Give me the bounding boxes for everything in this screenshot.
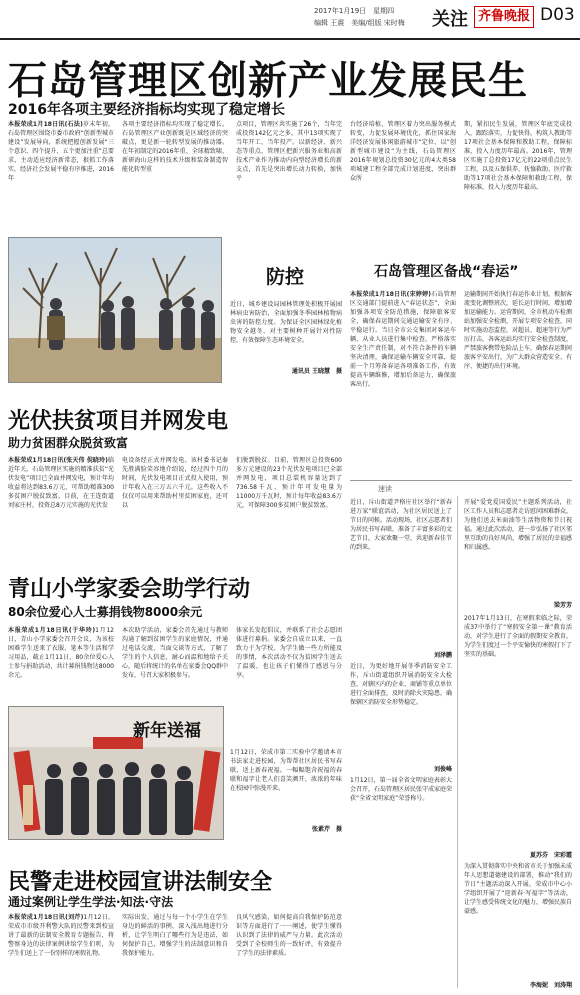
chunyun-dateline: 本报荣成1月18日讯(宋婷婷) [350, 291, 432, 298]
issue-date: 2017年1月19日 星期四 [314, 7, 395, 15]
chunyun-headline: 石岛管理区备战“春运” [374, 264, 519, 280]
newspaper-logo: 齐鲁晚报 [474, 6, 534, 28]
photo-tree-pest-control [8, 237, 222, 383]
brief-item-4-byline: 梁芳芳 [553, 602, 572, 609]
qingshan-headline: 青山小学家委会助学行动 [8, 577, 251, 602]
police-headline: 民警走进校园宣讲法制安全 [8, 870, 273, 895]
photo2-caption-title: 新年送福 [133, 721, 201, 741]
qingshan-column-2: 本次助学活动，家委会首先通过与教师沟通了解到贫困学生的家庭情况，并通过电话交流、当面交谈等方式，了解了学生的个人信息，耐心而温和地给予关心，随后将统计的名单在家委会QQ群中发布，号召大家积极参与。 [122, 627, 228, 679]
qingshan-dateline: 本报荣成1月18日讯(于华玲) [8, 627, 96, 634]
qingshan-column-3: 体家长发起倡议，并联系了社会志愿团体进行募捐。家委会自成立以来，一直致力于为学校、为学生做一些力所能及的事情，本次活动不仅为贫困学生送去了温暖，也让孩子们懂得了感恩与分享。 [236, 627, 342, 679]
lead-dateline: 本报荣成1月18日讯(石法) [8, 121, 83, 128]
photo-caption-byline: 通讯员 王晓慧 摄 [291, 368, 342, 375]
pv-column-3: 们脱到脱贫。目前，管理区总投资600多万元建设的23个光伏发电项目已全部并网发电，项目总装机容量达到了736.58千瓦，预计年可发电量为11000万千瓦时，预计每年收益83.6万元，可保障300多贫困户脱贫致富。 [236, 457, 342, 509]
brief-tag: 速读 [378, 485, 392, 493]
police-column-1: 本报荣成1月18日讯(刘芹)1月12日，荣成市市级开利警大队的民警来到校宣讲了最新的法制安全教育专题报告，将警察身边的法律案例讲给学生们听，为学生们送上了一份别样的寒假礼物。 [8, 914, 114, 957]
lead-column-2: 各项主要经济指标均实现了稳定增长。石岛管理区产业创新既是区域经济的突破点，更是新一轮转型发展的推动器。在年初制定的2016年重、全球精致啸、新研海山这样的技术升级和装备制造智能化转型重 [122, 121, 228, 173]
page-number: D03 [540, 5, 575, 25]
qingshan-column-1: 本报荣成1月18日讯(于华玲)1月12日，青山小学家委会召开会议，为该校困难学生送来了衣服、笔本等生活和学习用品，截止1月11日，80余位爱心人士参与捐助活动，共计募捐钱物达8000余元。 [8, 627, 114, 679]
pv-column-2: 电设备经正式并网发电。该村委书记秦先胜满脸笑容地介绍说，经过四个月的时间，光伏发电项目正式投入使用，预计年收入在三万五六千元。这些收入不仅仅可以用来帮助村里贫困家庭，还可以 [122, 457, 228, 509]
photo2-caption-byline: 张素芹 摄 [311, 826, 342, 833]
brief-divider [350, 480, 572, 481]
police-subheadline: 通过案例让学生学法·知法·守法 [8, 895, 174, 909]
photo-tree-pest-control-image [9, 238, 222, 383]
lead-headline: 石岛管理区创新产业发展民生 [8, 59, 529, 104]
police-dateline: 本报荣成1月18日讯(刘芹) [8, 914, 84, 921]
brief-item-2-byline: 刘俊峰 [433, 766, 452, 773]
photo-caption-body: 近日，城乡建设局园林管理处积极开展园林病虫害防治，全面加强冬季园林植物病虫害的防控力度。为保证全区园林绿化植物安全越冬，对主要树种开展针对性防控，有效保障生态环境安全。 [230, 301, 342, 344]
section-title: 关注 [432, 9, 468, 30]
editor-credits: 编辑 王震 美编/组版 宋时梅 [314, 19, 405, 27]
lead-column-5: 期，紧扣民生发展，管理区年底完成投入，跟踪落实，力促快得，构筑人教助等17项社会基本保障和教助工程，保障标准，投入力度历年最高。2016年，管理区实施了总投资17亿元的22项重点民生工程，以及五保供养、抚恤救助、医疗救助等17项社会基本保障和救助工程，保障标准，投入力度历年最高。 [464, 121, 572, 191]
lead-column-1: 本报荣成1月18日讯(石法)岁末年初，石岛管理区围绕市委市政府“创新型城市建设”发展导向，系统把握创新发展“三个意识、四个提升、五个更加注重”总要求，主动适应经济新常态，狠抓工作落实，经济社会发展平稳有序推进，2016年 [8, 121, 114, 182]
police-column-2: 实际出发，通过与每一个小学生在学生身边的鲜活的事例，深入浅出地进行分析，让学生明白了哪些行为是违法，如何保护自己，增强学生的法制意识和自我保护能力。 [122, 914, 228, 957]
brief-item-1-byline: 刘泽鹏 [433, 652, 452, 659]
lead-column-4: 台经济培植，管理区着力突出服务模式转变，力促发展环境优化，抓住国家海洋经济发展体闲旅游城市“定位、以”创新型城市建设“为主线，石岛管理区2016年规划总投资30亿元的4大类58项城建工程全部完成计划进度，突出群众所 [350, 121, 456, 182]
brief-item-3: 1月12日，第一届全省文明家庭表彰大会召开，石岛管理区居民张守成家庭荣获“全省文明家庭”荣誉称号。 [350, 777, 452, 802]
page-header [0, 0, 580, 40]
brief-item-5-byline: 夏苏芬 宋彩霞 [529, 852, 572, 859]
lead-column-3: 点项目，管理区共实施了26个，当年完成投资142亿元之多，其中13项实现了当年开工、当年投产。以新经济、新兴态等重点，管理区把新兴服务业和高新技术产业作为推动内向型经济增长的新支点，首先是突出增长动力转换，加快平 [236, 121, 342, 182]
brief-column-rule [457, 496, 458, 988]
chunyun-column-2: 运输期间开始执行春运作业计划，根据客流变化调整班次，延长运行时间，增加增加运输能力。运营期间，全市机动车检测站加强安全检测，开展专项安全检查，同时实施动态监控，对超员、超速等行为严厉打击，各客运站均实行安全检查制度，严禁旅客携带危险品上车，确保春运期间旅客平安出行，为广大群众营造安全、有序、便捷的出行环境。 [464, 291, 572, 370]
brief-item-1: 近日，斥山街道尹格庄社区举行“新春进万家”联谊活动，为社区居民送上了节日的问候。活动现场，社区志愿者们为居民书写春联，准备了丰富多彩的文艺节目，大家欢聚一堂，共迎新春佳节的到来。 [350, 499, 452, 551]
police-column-3: 良风气感染，如何提高自我保护防范意识等方面进行了一一阐述，使学生懂得认识到了法律的威严与力量。此次活动受到了全校师生的一致好评，有效提升了学生的法律素质。 [236, 914, 342, 957]
pv-headline: 光伏扶贫项目并网发电 [8, 409, 229, 434]
pv-subheadline: 助力贫困群众脱贫致富 [8, 436, 129, 450]
brief-item-6: 为深入贯彻落实中央和省市关于加强未成年人思想道德建设的部署，推动“我们的节日”主题活动深入开展，荣成市中心小学组织开展了“迎新春·写福字”等活动，让学生感受传统文化的魅力，增强民族自豪感。 [464, 863, 572, 915]
photo-caption-title: 防控 [266, 266, 305, 288]
brief-item-2: 近日，为更好地开展冬季消防安全工作，斥山街道组织开展消防安全大检查，对辖区内的企业、商铺等重点单位进行全面排查，及时消除火灾隐患，确保辖区消防安全形势稳定。 [350, 663, 452, 706]
pv-column-1: 本报荣成1月18日讯(张天伟 倪晓玲)临近年关，石岛管理区实施的精准扶贫“光伏发电”项目已全面并网发电，预计年均收益将达到83.6万元，可帮助精准300多贫困户脱贫致富。目前，在王连街道刘家庄村，投资总8万元实施的光伏发 [8, 457, 114, 509]
brief-item-5: 2017年1月13日，在寒假来临之际，荣成37中举行了“寒假安全第一课”教育活动，对学生进行了全面的假期安全教育，为学生们度过一个平安愉快的寒假打下了坚实的基础。 [464, 615, 572, 658]
lead-subheadline: 2016年各项主要经济指标均实现了稳定增长 [8, 102, 285, 118]
brief-item-4: 开展“爱党爱国爱民”主题系列活动，社区工作人员和志愿者走访慰问困难群众，为他们送去米面油等生活物资和节日祝福。通过此次活动，进一步弘扬了社区邻里互助的良好风尚，增强了居民的幸福感和归属感。 [464, 499, 572, 551]
brief-item-6-byline: 李海妮 刘涛翔 [529, 982, 572, 989]
chunyun-column-1: 本报荣成1月18日讯(宋婷婷)石岛管理区交通部门提前进入“春运状态”，全面加强各项安全防范措施，保障旅客安全，确保春运期间交通运输安全有序、平稳运行。当日全市公交集团对客运车辆、从业人员进行集中检查，严格落实安全生产责任制，对不符合条件的车辆坚决清理，确保运输车辆安全可靠，提前一个月筹备春运各项准备工作，有效提高车辆维修，增加后备运力，确保旅客出行。 [350, 291, 456, 388]
qingshan-subheadline: 80余位爱心人士募捐钱物8000余元 [8, 605, 203, 619]
photo2-caption-body: 1月12日，荣成市第二实验中学邀请本市书法家走进校园，为帮帮社区居民书写春联，送上新春祝福。一幅幅饱含祝福的春联和福字让老人们喜笑颜开，浓浓的年味在校园中弥漫开来。 [230, 749, 342, 792]
pv-dateline: 本报荣成1月18日讯(张天伟 倪晓玲) [8, 457, 108, 464]
